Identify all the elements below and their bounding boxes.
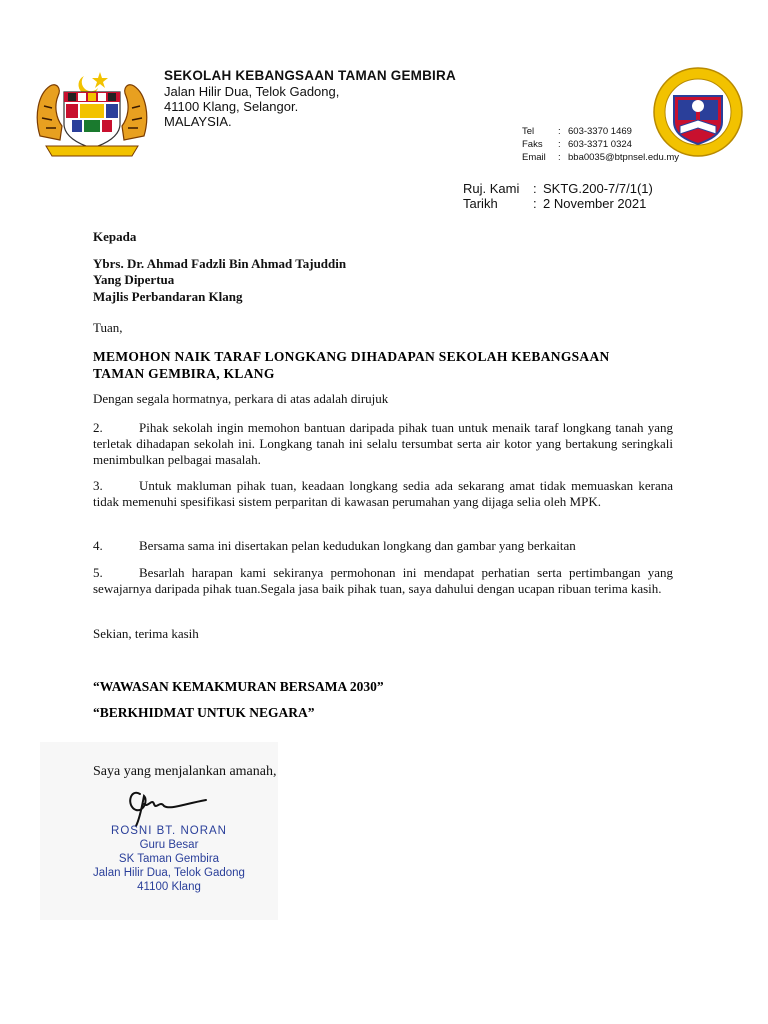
paragraph-number: 5. [93, 565, 103, 580]
contact-value: bba0035@btpnsel.edu.my [568, 152, 680, 163]
salutation: Tuan, [93, 320, 123, 335]
school-letterhead [164, 68, 456, 129]
contact-row: Faks : 603-3371 0324 [522, 139, 632, 150]
recipient-title: Yang Dipertua [93, 272, 175, 287]
address-line: Jalan Hilir Dua, Telok Gadong, [164, 84, 340, 99]
paragraph-text: Bersama sama ini disertakan pelan kedudukan longkang dan gambar yang berkaitan [139, 538, 576, 553]
signatory-name: ROSNI BT. NORAN [111, 825, 227, 837]
signatory-stamp [84, 824, 254, 894]
contact-row: Tel : 603-3370 1469 [522, 126, 632, 137]
paragraph-text: Untuk makluman pihak tuan, keadaan longkang sedia ada sekarang amat tidak memuaskan kerana tidak memenuhi spesifikasi sistem perparitan di kawasan perumahan yang dijaga selia oleh MPK. [93, 478, 673, 509]
contact-block [522, 125, 679, 164]
signatory-line: 41100 Klang [137, 881, 201, 893]
address-line: MALAYSIA. [164, 114, 232, 129]
contact-label: Faks [522, 139, 543, 150]
reference-value: 2 November 2021 [543, 196, 647, 211]
subject-line: TAMAN GEMBIRA, KLANG [93, 366, 275, 381]
contact-label: Tel [522, 126, 535, 137]
signatory-line: Jalan Hilir Dua, Telok Gadong [93, 867, 245, 879]
paragraph-number: 4. [93, 538, 103, 553]
reference-block [463, 181, 653, 211]
motto-line: “WAWASAN KEMAKMURAN BERSAMA 2030” [93, 679, 384, 694]
contact-row: Email : bba0035@btpnsel.edu.my [522, 152, 680, 163]
paragraph [93, 478, 673, 510]
contact-value: 603-3371 0324 [568, 139, 632, 150]
paragraph [93, 538, 673, 554]
signature-icon [118, 784, 222, 828]
contact-label: Email [522, 152, 546, 163]
paragraph [93, 420, 673, 468]
paragraph [93, 565, 673, 597]
subject-line: MEMOHON NAIK TARAF LONGKANG DIHADAPAN SEKOLAH KEBANGSAAN [93, 349, 610, 364]
signatory-line: Guru Besar [139, 839, 199, 851]
reference-label: Ruj. Kami [463, 181, 520, 196]
coat-of-arms-icon [32, 66, 152, 158]
sign-off: Saya yang menjalankan amanah, [93, 764, 277, 779]
reference-row: Ruj. Kami : SKTG.200-7/7/1(1) [463, 181, 653, 196]
paragraph-number: 3. [93, 478, 103, 493]
kepada-label: Kepada [93, 229, 137, 244]
paragraph-number: 2. [93, 420, 103, 435]
school-name: SEKOLAH KEBANGSAAN TAMAN GEMBIRA [164, 68, 456, 83]
signatory-line: SK Taman Gembira [118, 853, 220, 865]
paragraph-text: Besarlah harapan kami sekiranya permohonan ini mendapat perhatian serta pertimbangan yang sewajarnya daripada pihak tuan.Segala jasa baik pihak tuan, saya dahului dengan ucapan ribuan terima kasih. [93, 565, 673, 596]
recipient-name: Ybrs. Dr. Ahmad Fadzli Bin Ahmad Tajuddin [93, 256, 347, 271]
motto-line: “BERKHIDMAT UNTUK NEGARA” [93, 705, 315, 720]
contact-value: 603-3370 1469 [568, 126, 632, 137]
address-line: 41100 Klang, Selangor. [164, 99, 299, 114]
closing-line: Sekian, terima kasih [93, 626, 199, 641]
reference-label: Tarikh [463, 196, 498, 211]
opening-line: Dengan segala hormatnya, perkara di atas adalah dirujuk [93, 391, 389, 406]
recipient-org: Majlis Perbandaran Klang [93, 289, 243, 304]
reference-row: Tarikh : 2 November 2021 [463, 196, 647, 211]
reference-value: SKTG.200-7/7/1(1) [543, 181, 653, 196]
paragraph-text: Pihak sekolah ingin memohon bantuan daripada pihak tuan untuk menaik taraf longkang tanah yang terletak dihadapan sekolah ini. Longkang tanah ini selalu tersumbat serta air kotor yang bertakung seringkali menimbulkan pelbagai masalah. [93, 420, 673, 467]
